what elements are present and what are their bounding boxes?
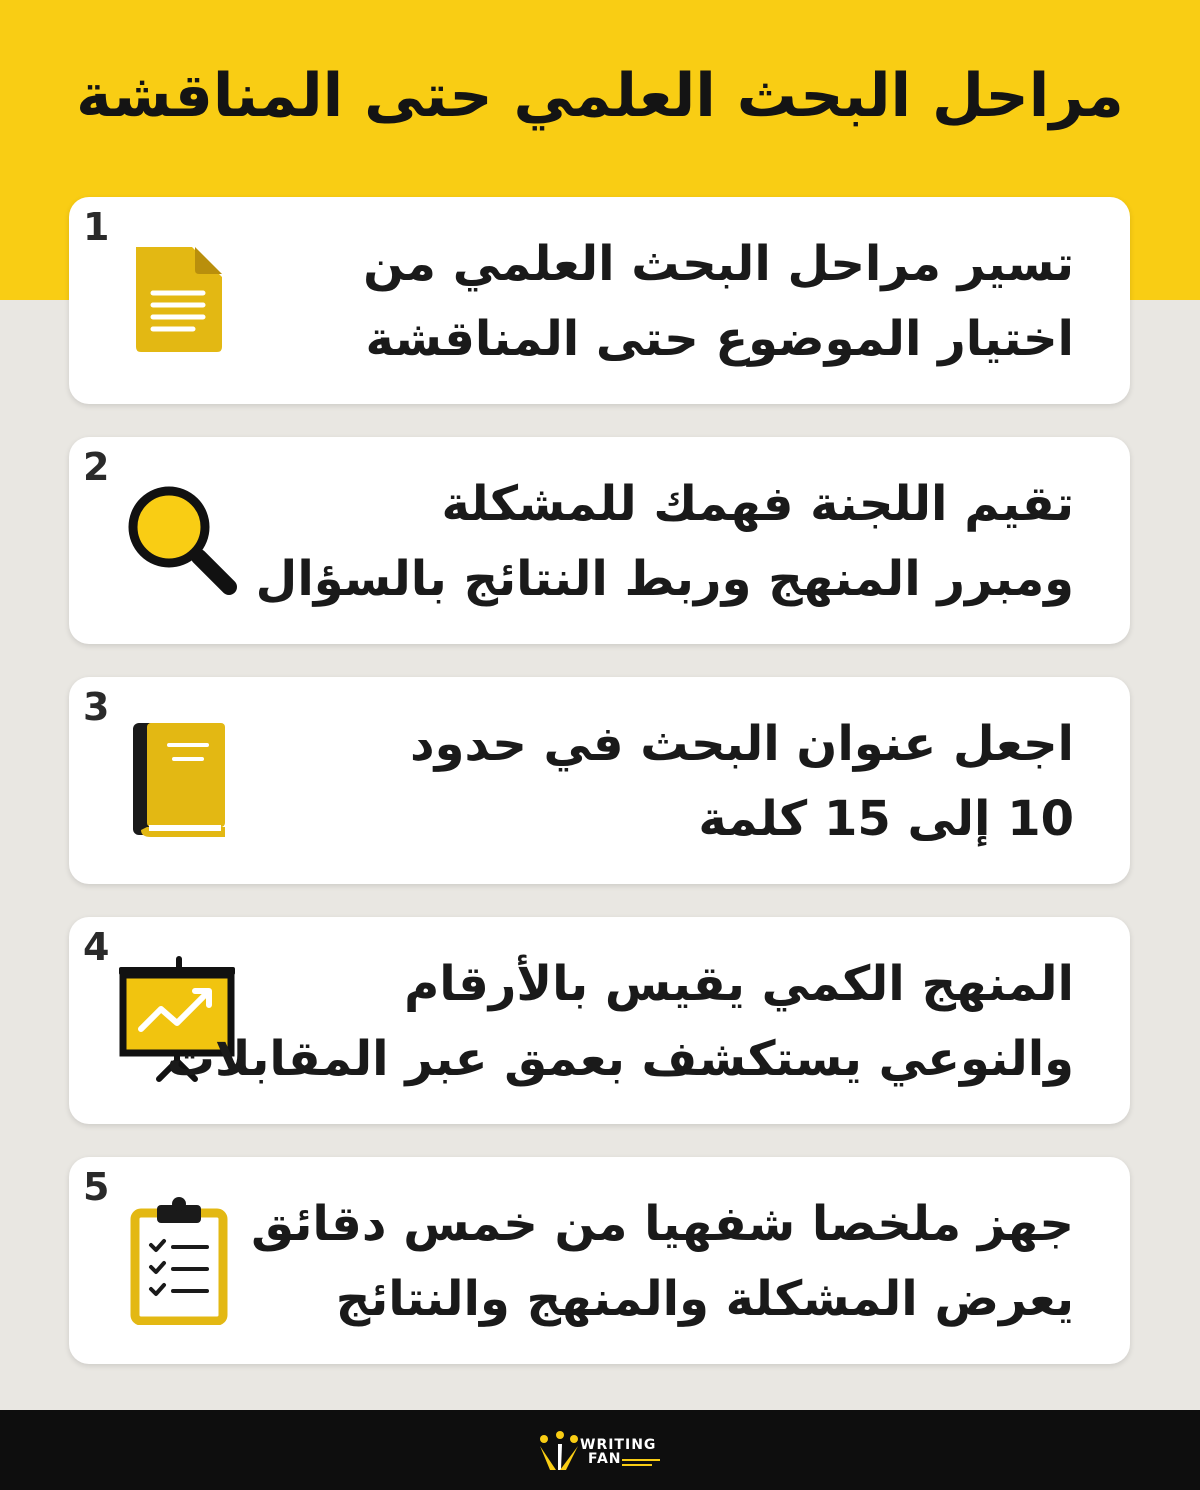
step-card-5: [69, 1157, 1130, 1364]
step-number: 5: [83, 1165, 110, 1209]
clipboard-checklist-icon: [119, 1195, 239, 1325]
step-card-2: [69, 437, 1130, 644]
step-number: 4: [83, 925, 110, 969]
step-text-line: اجعل عنوان البحث في حدود: [410, 716, 1074, 772]
step-card-1: [69, 197, 1130, 404]
step-number: 3: [83, 685, 110, 729]
step-text-line: والنوعي يستكشف بعمق عبر المقابلات: [166, 1031, 1074, 1087]
step-text-line: ومبرر المنهج وربط النتائج بالسؤال: [255, 551, 1074, 607]
logo-lines-icon: [622, 1457, 662, 1469]
magnifier-icon: [119, 475, 239, 605]
step-card-3: [69, 677, 1130, 884]
logo-text-fan: FAN: [588, 1451, 622, 1467]
step-number: 1: [83, 205, 110, 249]
document-icon: [119, 235, 239, 365]
step-text-line: اختيار الموضوع حتى المناقشة: [365, 311, 1074, 367]
step-text: [234, 707, 1074, 857]
logo-mark-icon: [536, 1426, 582, 1476]
logo-text-writing: WRITING: [580, 1437, 657, 1453]
step-number: 2: [83, 445, 110, 489]
step-text-line: تسير مراحل البحث العلمي من: [363, 236, 1074, 292]
step-text-line: 10 إلى 15 كلمة: [698, 791, 1074, 847]
step-text-line: يعرض المشكلة والمنهج والنتائج: [335, 1271, 1074, 1327]
step-text-line: جهز ملخصا شفهيا من خمس دقائق: [251, 1196, 1074, 1252]
page-title: مراحل البحث العلمي حتى المناقشة: [76, 61, 1124, 131]
footer-bar: [0, 1410, 1200, 1490]
writing-fan-logo: [536, 1426, 666, 1476]
book-icon: [119, 715, 239, 845]
step-text: [234, 467, 1074, 617]
step-text: [234, 1187, 1074, 1337]
step-text: [166, 947, 1074, 1097]
step-text-line: المنهج الكمي يقيس بالأرقام: [404, 956, 1074, 1012]
step-card-4: [69, 917, 1130, 1124]
step-text-line: تقيم اللجنة فهمك للمشكلة: [441, 476, 1074, 532]
step-text: [234, 227, 1074, 377]
